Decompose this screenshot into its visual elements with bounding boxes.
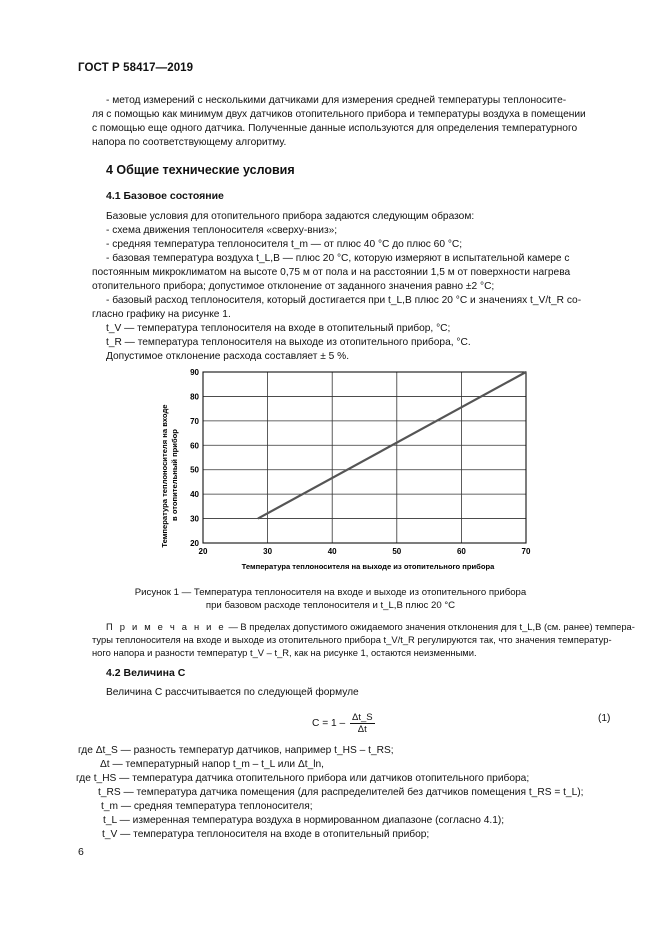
note-first-line — [106, 620, 635, 633]
formula-lhs: С = 1 – — [312, 718, 346, 730]
y-tick-label: 40 — [190, 490, 199, 500]
section-4-1-heading: 4.1 Базовое состояние — [106, 190, 224, 202]
definition-line: t_RS — температура датчика помещения (для распределителей без датчиков помещения t_RS = t_L); — [98, 787, 584, 798]
y-tick-label: 20 — [190, 539, 199, 548]
x-tick-label: 30 — [263, 547, 273, 556]
body-line: - средняя температура теплоносителя t_m — от плюс 40 °С до плюс 60 °С; — [106, 239, 463, 250]
formula-fraction — [350, 712, 375, 735]
formula-number: (1) — [598, 713, 611, 724]
section-4-heading: 4 Общие технические условия — [106, 163, 295, 177]
y-tick-label: 30 — [190, 514, 199, 524]
note-line: туры теплоносителя на входе и выходе из отопительного прибора t_V/t_R регулируются так, что значения температур- — [92, 634, 612, 645]
y-axis-label-line1: Температура теплоносителя на входе — [160, 404, 169, 548]
x-tick-label: 50 — [392, 547, 402, 556]
body-line: - схема движения теплоносителя «сверху-вниз»; — [106, 225, 338, 236]
formula-denominator: Δt — [357, 724, 367, 735]
y-tick-label: 80 — [190, 392, 199, 402]
definition-line: где t_HS — температура датчика отопительного прибора или датчиков отопительного прибора; — [76, 773, 530, 784]
y-axis-label-line2: в отопительный прибор — [170, 429, 179, 521]
x-axis-label: Температура теплоносителя на выходе из отопительного прибора — [241, 562, 495, 571]
document-header: ГОСТ Р 58417—2019 — [78, 62, 194, 74]
body-line: - базовый расход теплоносителя, который достигается при t_L,B плюс 20 °С и значениях t_V/t_R со- — [106, 295, 582, 306]
formula — [312, 712, 375, 735]
y-tick-label: 50 — [190, 465, 199, 475]
definition-line: t_L — измеренная температура воздуха в нормированном диапазоне (согласно 4.1); — [103, 815, 505, 826]
x-tick-label: 40 — [327, 547, 337, 556]
definition-line: t_m — средняя температура теплоносителя; — [101, 801, 313, 812]
definition-line: где Δt_S — разность температур датчиков, например t_HS – t_RS; — [78, 745, 394, 756]
note-line: — В пределах допустимого ожидаемого значения отклонения для t_L,B (см. ранее) темпера- — [228, 621, 635, 632]
y-tick-label: 90 — [190, 368, 199, 377]
body-line: постоянным микроклиматом на высоте 0,75 м от пола и на расстоянии 1,5 м от поверхности нагрева — [92, 267, 571, 278]
note-line: ного напора и разности температур t_V – t_R, как на рисунке 1, остаются неизменными. — [92, 647, 477, 658]
section-4-2-heading: 4.2 Величина С — [106, 667, 186, 679]
figure-1-chart — [150, 362, 540, 578]
note-label: П р и м е ч а н и е — [106, 621, 226, 632]
definition-line: Δt — температурный напор t_m – t_L или Δt_ln, — [100, 759, 324, 770]
formula-lead: Величина С рассчитывается по следующей формуле — [106, 687, 359, 698]
intro-line: - метод измерений с несколькими датчиками для измерения средней температуры теплоносите- — [106, 95, 567, 106]
x-tick-label: 20 — [198, 547, 208, 556]
y-tick-label: 70 — [190, 416, 199, 426]
page-number: 6 — [78, 846, 84, 858]
intro-line: напора по соответствующему алгоритму. — [92, 137, 287, 148]
body-line: Базовые условия для отопительного прибора задаются следующим образом: — [106, 211, 475, 222]
body-line: отопительного прибора; допустимое отклонение от заданного значения равно ±2 °С; — [92, 281, 495, 292]
intro-line: с помощью еще одного датчика. Полученные данные используются для определения температурного — [92, 123, 578, 134]
definition-line: t_V — температура теплоносителя на входе в отопительный прибор; — [102, 829, 430, 840]
figure-caption-line2: при базовом расходе теплоносителя и t_L,B плюс 20 °С — [205, 600, 456, 611]
figure-caption-line1: Рисунок 1 — Температура теплоносителя на входе и выходе из отопительного прибора — [134, 587, 527, 598]
y-tick-label: 60 — [190, 441, 199, 451]
intro-line: ля с помощью как минимум двух датчиков отопительного прибора и температуры воздуха в помещении — [92, 109, 586, 120]
body-line: - базовая температура воздуха t_L,B — плюс 20 °С, которую измеряют в испытательной камере с — [106, 253, 570, 264]
definition-line: t_R — температура теплоносителя на выходе из отопительного прибора, °С. — [106, 337, 471, 348]
x-tick-label: 70 — [521, 547, 531, 556]
x-tick-label: 60 — [456, 547, 466, 556]
body-line: Допустимое отклонение расхода составляет ± 5 %. — [106, 351, 350, 362]
body-line: гласно графику на рисунке 1. — [92, 309, 231, 320]
formula-numerator: Δt_S — [351, 712, 373, 723]
y-axis-label — [160, 402, 179, 547]
definition-line: t_V — температура теплоносителя на входе в отопительный прибор, °С; — [106, 323, 451, 334]
